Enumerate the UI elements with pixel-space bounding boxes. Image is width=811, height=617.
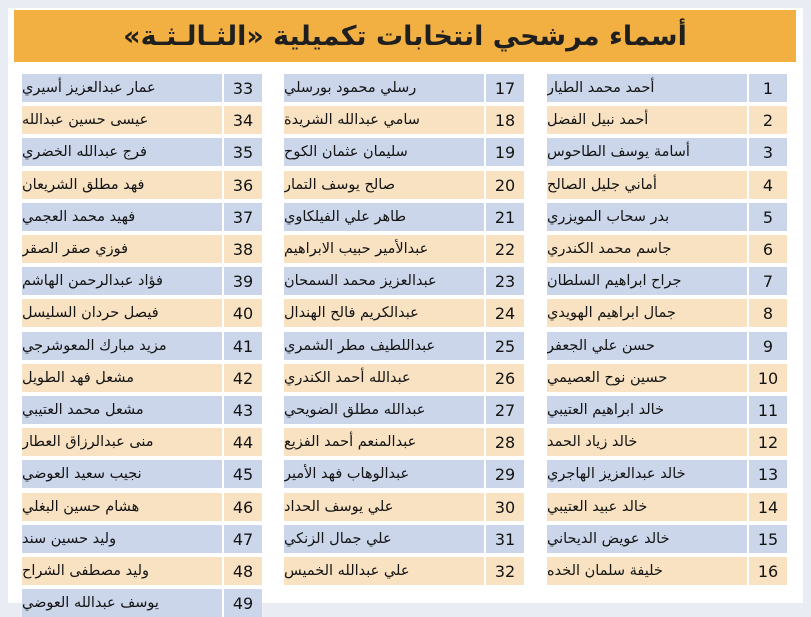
candidate-name: جاسم محمد الكندري [547, 241, 672, 257]
candidate-row [22, 138, 262, 166]
candidate-number: 2 [762, 110, 774, 130]
candidate-number: 46 [232, 497, 254, 517]
candidate-number: 36 [232, 175, 254, 195]
candidate-number: 37 [232, 207, 254, 227]
candidate-name: نجيب سعيد العوضي [22, 466, 142, 482]
candidate-name: خالد عويض الديحاني [547, 531, 670, 547]
candidate-row [284, 203, 524, 231]
candidate-number: 44 [232, 432, 254, 452]
candidate-number: 5 [762, 207, 774, 227]
candidate-row [547, 267, 787, 295]
candidate-number: 6 [762, 239, 774, 259]
candidate-number: 11 [757, 400, 779, 420]
candidate-row [22, 106, 262, 134]
candidate-name: أسامة يوسف الطاحوس [547, 144, 690, 160]
candidate-number: 28 [494, 432, 516, 452]
candidate-number: 27 [494, 400, 516, 420]
candidate-number: 17 [494, 78, 516, 98]
candidate-name: خليفة سلمان الخده [547, 563, 663, 579]
candidate-number: 40 [232, 303, 254, 323]
candidate-number: 41 [232, 336, 254, 356]
candidate-name: هشام حسين البغلي [22, 499, 140, 515]
candidate-row [284, 428, 524, 456]
candidate-name: فرج عبدالله الخضري [22, 144, 147, 160]
candidate-number: 43 [232, 400, 254, 420]
candidate-row [547, 203, 787, 231]
candidate-number: 9 [762, 336, 774, 356]
candidate-number: 34 [232, 110, 254, 130]
candidate-name: عبدالأمير حبيب الابراهيم [284, 241, 429, 257]
candidate-row [22, 235, 262, 263]
candidate-number: 24 [494, 303, 516, 323]
candidate-number: 45 [232, 464, 254, 484]
candidate-name: أحمد محمد الطيار [547, 80, 655, 96]
candidate-name: عيسى حسين عبدالله [22, 112, 149, 128]
candidate-row [22, 267, 262, 295]
candidate-number: 19 [494, 142, 516, 162]
candidate-number: 31 [494, 529, 516, 549]
candidate-row [22, 332, 262, 360]
candidate-row [547, 171, 787, 199]
candidate-name: فيصل حردان السليسل [22, 305, 159, 321]
candidate-number: 25 [494, 336, 516, 356]
candidate-name: مشعل فهد الطويل [22, 370, 134, 386]
candidate-row [284, 493, 524, 521]
candidate-number: 21 [494, 207, 516, 227]
candidate-name: سليمان عثمان الكوح [284, 144, 408, 160]
candidate-row [547, 428, 787, 456]
candidate-row [284, 396, 524, 424]
candidate-name: مشعل محمد العتيبي [22, 402, 144, 418]
candidate-name: أماني جليل الصالح [547, 177, 657, 193]
candidate-number: 48 [232, 561, 254, 581]
candidate-number: 8 [762, 303, 774, 323]
candidate-name: فوزي صقر الصقر [22, 241, 128, 257]
candidate-name: وليد مصطفى الشراح [22, 563, 150, 579]
candidate-number: 13 [757, 464, 779, 484]
candidate-row [547, 493, 787, 521]
candidate-name: يوسف عبدالله العوضي [22, 595, 159, 611]
candidate-number: 18 [494, 110, 516, 130]
candidate-name: صالح يوسف التمار [284, 177, 396, 193]
candidate-number: 16 [757, 561, 779, 581]
candidate-row [547, 525, 787, 553]
candidate-name: فؤاد عبدالرحمن الهاشم [22, 273, 163, 289]
candidate-name: بدر سحاب المويزري [547, 209, 670, 225]
candidate-number: 12 [757, 432, 779, 452]
candidate-name: سامي عبدالله الشريدة [284, 112, 420, 128]
candidate-number: 10 [757, 368, 779, 388]
candidate-row [284, 235, 524, 263]
candidate-row [547, 332, 787, 360]
candidate-row [547, 74, 787, 102]
candidate-number: 47 [232, 529, 254, 549]
candidate-number: 1 [762, 78, 774, 98]
candidate-row [547, 235, 787, 263]
candidate-name: عبدالمنعم أحمد الفزيع [284, 434, 417, 450]
candidate-number: 20 [494, 175, 516, 195]
candidate-row [22, 203, 262, 231]
candidate-row [284, 332, 524, 360]
candidate-name: عبدالعزيز محمد السمحان [284, 273, 437, 289]
candidate-row [547, 299, 787, 327]
candidate-name: وليد حسين سند [22, 531, 117, 547]
candidate-number: 14 [757, 497, 779, 517]
candidate-row [284, 106, 524, 134]
candidate-row [22, 589, 262, 617]
candidate-row [22, 299, 262, 327]
candidate-row [547, 106, 787, 134]
candidate-name: مزيد مبارك المعوشرجي [22, 338, 167, 354]
candidate-row [284, 364, 524, 392]
page-title: أسماء مرشحي انتخابات تكميلية «الثـالـثـة» [123, 20, 687, 52]
candidate-number: 30 [494, 497, 516, 517]
candidate-name: خالد زياد الحمد [547, 434, 638, 450]
candidate-number: 7 [762, 271, 774, 291]
candidate-name: عبدالله مطلق الضويحي [284, 402, 426, 418]
candidate-row [547, 460, 787, 488]
candidate-row [284, 299, 524, 327]
candidate-row [284, 74, 524, 102]
candidate-number: 22 [494, 239, 516, 259]
candidate-name: جراح ابراهيم السلطان [547, 273, 682, 289]
candidate-number: 3 [762, 142, 774, 162]
candidate-row [22, 428, 262, 456]
candidate-row [22, 493, 262, 521]
candidate-row [22, 364, 262, 392]
candidate-row [547, 396, 787, 424]
candidate-name: علي جمال الزنكي [284, 531, 392, 547]
candidate-number: 35 [232, 142, 254, 162]
candidate-number: 15 [757, 529, 779, 549]
candidate-name: جمال ابراهيم الهويدي [547, 305, 676, 321]
candidate-number: 42 [232, 368, 254, 388]
candidate-row [284, 267, 524, 295]
candidate-number: 39 [232, 271, 254, 291]
candidate-name: خالد ابراهيم العتيبي [547, 402, 665, 418]
candidate-name: عبدالله أحمد الكندري [284, 370, 411, 386]
candidate-row [22, 396, 262, 424]
candidate-name: عبدالوهاب فهد الأمير [284, 466, 410, 482]
candidate-row [547, 557, 787, 585]
candidate-row [284, 557, 524, 585]
candidate-name: طاهر علي الفيلكاوي [284, 209, 407, 225]
candidate-row [22, 171, 262, 199]
candidate-name: علي عبدالله الخميس [284, 563, 410, 579]
candidate-row [22, 460, 262, 488]
candidate-number: 23 [494, 271, 516, 291]
candidate-name: رسلي محمود بورسلي [284, 80, 417, 96]
candidate-name: فهد مطلق الشريعان [22, 177, 145, 193]
candidate-row [22, 74, 262, 102]
candidate-number: 49 [232, 593, 254, 613]
candidate-name: عبداللطيف مطر الشمري [284, 338, 436, 354]
candidate-number: 26 [494, 368, 516, 388]
candidate-name: حسن علي الجعفر [547, 338, 655, 354]
candidate-row [547, 364, 787, 392]
candidate-row [284, 525, 524, 553]
candidate-row [284, 460, 524, 488]
candidate-name: خالد عبيد العتيبي [547, 499, 648, 515]
candidate-row [22, 557, 262, 585]
candidate-name: عمار عبدالعزيز أسيري [22, 80, 156, 96]
candidate-row [22, 525, 262, 553]
title-bar [14, 10, 796, 62]
candidate-row [284, 138, 524, 166]
candidate-name: علي يوسف الحداد [284, 499, 394, 515]
candidate-name: فهيد محمد العجمي [22, 209, 136, 225]
candidate-number: 33 [232, 78, 254, 98]
candidate-number: 4 [762, 175, 774, 195]
candidate-number: 38 [232, 239, 254, 259]
candidate-name: أحمد نبيل الفضل [547, 112, 649, 128]
candidate-number: 32 [494, 561, 516, 581]
candidate-name: عبدالكريم فالح الهندال [284, 305, 419, 321]
candidate-row [547, 138, 787, 166]
candidate-number: 29 [494, 464, 516, 484]
candidates-table [22, 74, 792, 613]
candidate-name: خالد عبدالعزيز الهاجري [547, 466, 686, 482]
candidate-row [284, 171, 524, 199]
candidate-name: منى عبدالرزاق العطار [22, 434, 154, 450]
candidate-name: حسين نوح العصيمي [547, 370, 668, 386]
